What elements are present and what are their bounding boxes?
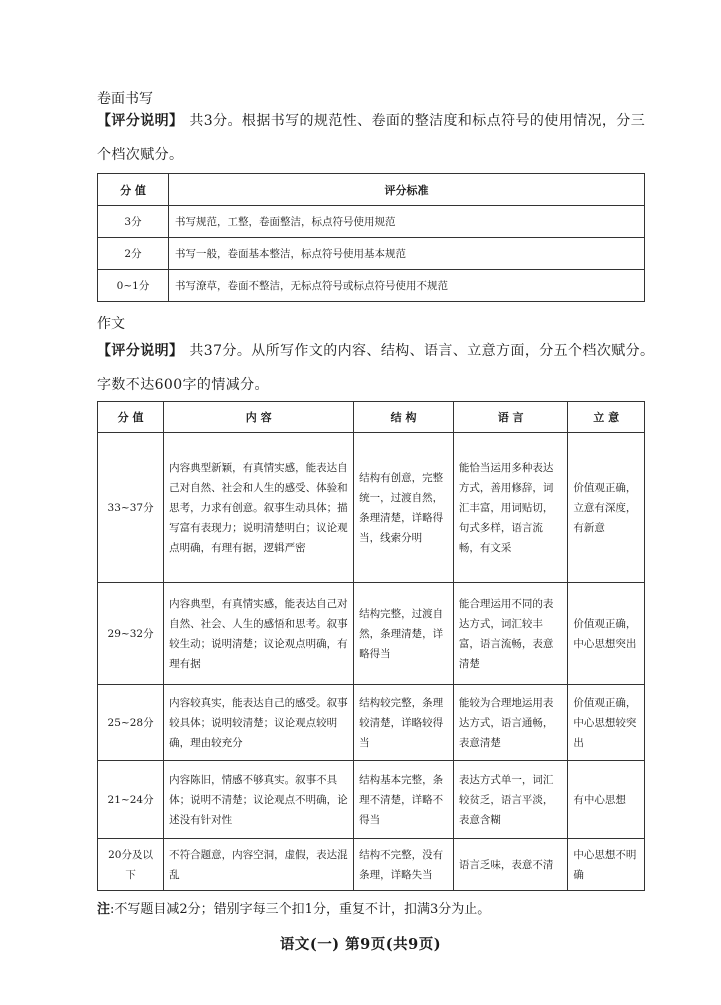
header-criteria: 评分标准 — [169, 174, 645, 206]
footnote — [97, 898, 490, 917]
theme-cell: 中心思想不明确 — [568, 839, 645, 891]
table-row — [98, 583, 645, 685]
header-structure: 结 构 — [354, 402, 454, 433]
table-row — [98, 685, 645, 761]
section-title-handwriting: 卷面书写 — [97, 91, 153, 107]
score-cell: 2分 — [98, 238, 169, 270]
language-cell: 语言乏味，表意不清 — [453, 839, 567, 891]
score-cell: 29~32分 — [98, 583, 164, 685]
content-cell: 内容典型，有真情实感，能表达自己对自然、社会、人生的感悟和思考。叙事较生动；说明清楚；议论观点明确，有理有据 — [164, 583, 354, 685]
criteria-cell: 书写潦草，卷面不整洁，无标点符号或标点符号使用不规范 — [169, 270, 645, 302]
scoring-note-text: 共37分。从所写作文的内容、结构、语言、立意方面，分五个档次赋分。字数不达600字的情减分。 — [97, 343, 655, 393]
table-header-row — [98, 174, 645, 206]
score-cell: 25~28分 — [98, 685, 164, 761]
theme-cell: 价值观正确，中心思想突出 — [568, 583, 645, 685]
language-cell: 能合理运用不同的表达方式，词汇较丰富，语言流畅，表意清楚 — [453, 583, 567, 685]
content-cell: 内容典型新颖，有真情实感，能表达自己对自然、社会和人生的感受、体验和思考，力求有创意。叙事生动具体；描写富有表现力；说明清楚明白；议论观点明确，有理有据，逻辑严密 — [164, 433, 354, 583]
score-cell: 0~1分 — [98, 270, 169, 302]
section-title-essay: 作文 — [97, 316, 125, 332]
structure-cell: 结构基本完整，条理不清楚，详略不得当 — [354, 761, 454, 839]
table-row — [98, 761, 645, 839]
handwriting-score-table — [97, 173, 645, 302]
score-cell: 3分 — [98, 206, 169, 238]
page-footer: 语文(一) 第9页(共9页) — [279, 936, 442, 953]
scoring-note-handwriting — [97, 104, 657, 172]
essay-score-table — [97, 401, 645, 891]
content-cell: 不符合题意，内容空洞，虚假，表达混乱 — [164, 839, 354, 891]
content-cell: 内容较真实，能表达自己的感受。叙事较具体；说明较清楚；议论观点较明确，理由较充分 — [164, 685, 354, 761]
table-row — [98, 433, 645, 583]
scoring-note-label: 【评分说明】 — [97, 113, 184, 129]
language-cell: 表达方式单一，词汇较贫乏，语言平淡，表意含糊 — [453, 761, 567, 839]
footnote-label: 注 — [97, 902, 111, 917]
header-content: 内 容 — [164, 402, 354, 433]
language-cell: 能恰当运用多种表达方式，善用修辞，词汇丰富，用词贴切，句式多样，语言流畅，有文采 — [453, 433, 567, 583]
header-language: 语 言 — [453, 402, 567, 433]
criteria-cell: 书写规范，工整，卷面整洁，标点符号使用规范 — [169, 206, 645, 238]
header-score: 分 值 — [98, 402, 164, 433]
table-row — [98, 270, 645, 302]
table-row — [98, 206, 645, 238]
header-score: 分 值 — [98, 174, 169, 206]
criteria-cell: 书写一般，卷面基本整洁，标点符号使用基本规范 — [169, 238, 645, 270]
structure-cell: 结构不完整，没有条理，详略失当 — [354, 839, 454, 891]
header-theme: 立 意 — [568, 402, 645, 433]
footnote-text: :不写题目减2分；错别字每三个扣1分，重复不计，扣满3分为止。 — [110, 902, 491, 917]
table-header-row — [98, 402, 645, 433]
score-cell: 21~24分 — [98, 761, 164, 839]
score-cell: 33~37分 — [98, 433, 164, 583]
table-row — [98, 839, 645, 891]
structure-cell: 结构完整，过渡自然，条理清楚，详略得当 — [354, 583, 454, 685]
structure-cell: 结构有创意，完整统一，过渡自然，条理清楚，详略得当，线索分明 — [354, 433, 454, 583]
scoring-note-label: 【评分说明】 — [97, 343, 184, 359]
structure-cell: 结构较完整，条理较清楚，详略较得当 — [354, 685, 454, 761]
score-cell: 20分及以下 — [98, 839, 164, 891]
language-cell: 能较为合理地运用表达方式，语言通畅，表意清楚 — [453, 685, 567, 761]
theme-cell: 价值观正确，中心思想较突出 — [568, 685, 645, 761]
scoring-note-essay — [97, 334, 657, 402]
theme-cell: 价值观正确，立意有深度，有新意 — [568, 433, 645, 583]
table-row — [98, 238, 645, 270]
scoring-note-text: 共3分。根据书写的规范性、卷面的整洁度和标点符号的使用情况，分三个档次赋分。 — [97, 113, 646, 163]
content-cell: 内容陈旧，情感不够真实。叙事不具体；说明不清楚；议论观点不明确，论述没有针对性 — [164, 761, 354, 839]
theme-cell: 有中心思想 — [568, 761, 645, 839]
